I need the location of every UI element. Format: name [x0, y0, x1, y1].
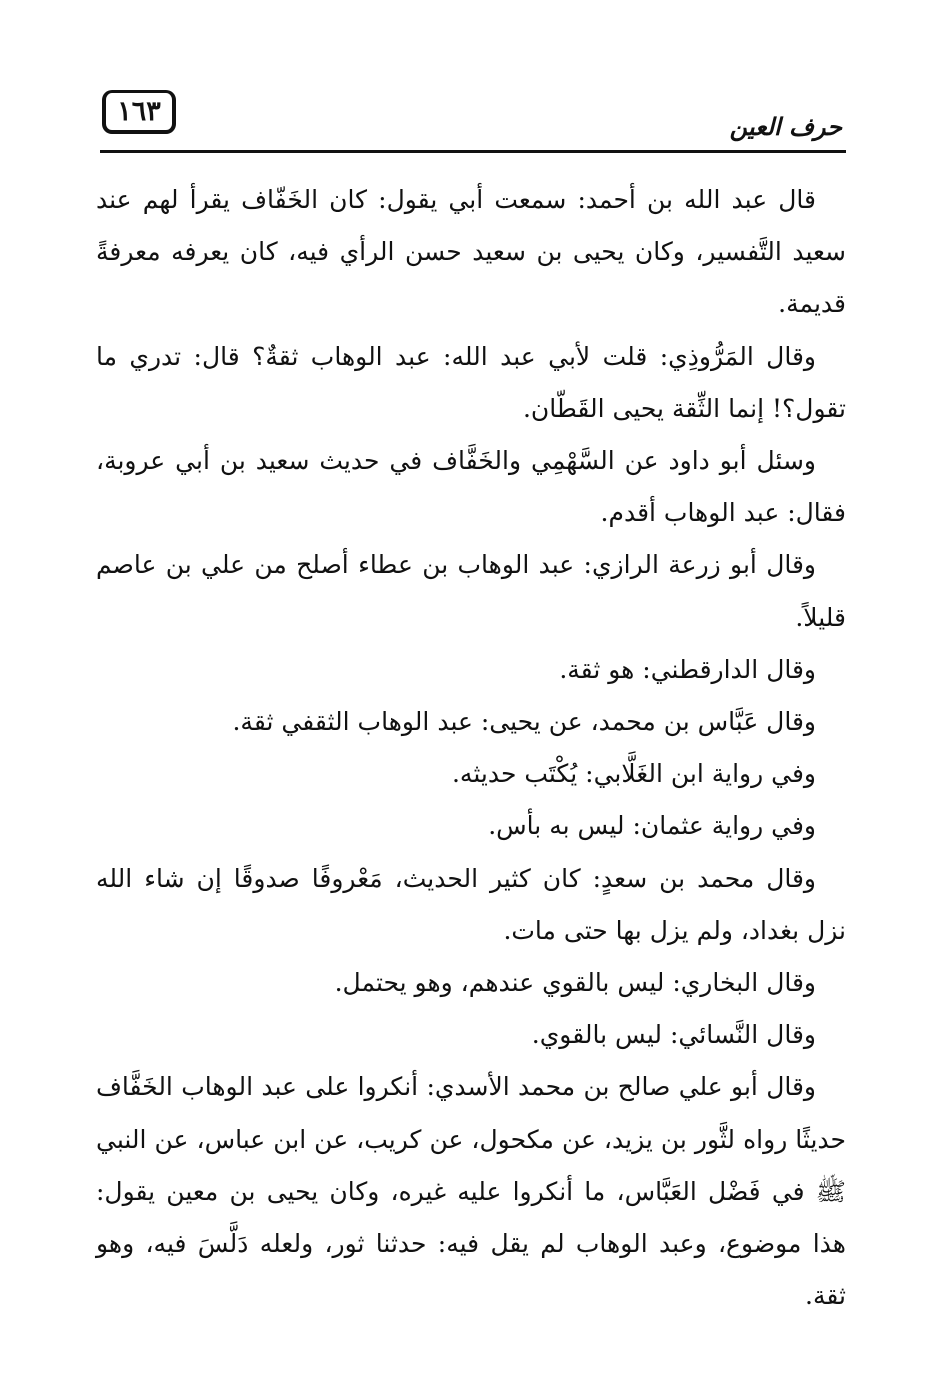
paragraph: وقال الدارقطني: هو ثقة. [559, 654, 816, 684]
body-text [96, 174, 846, 1322]
paragraph: وفي رواية عثمان: ليس به بأس. [488, 811, 816, 841]
page-number: ١٦٣ [102, 90, 176, 134]
paragraph: وقال أبو زرعة الرازي: عبد الوهاب بن عطاء أصلح من علي بن عاصم قليلاً. [96, 550, 846, 632]
paragraph: وقال النَّسائي: ليس بالقوي. [531, 1020, 816, 1050]
chapter-title: حرف العين [729, 112, 842, 141]
paragraph: قال عبد الله بن أحمد: سمعت أبي يقول: كان الخَفّاف يقرأ لهم عند سعيد التَّفسير، وكان يحيى بن سعيد حسن الرأي فيه، كان يعرفه معرفةً قديمة. [96, 185, 846, 319]
page-header [100, 88, 846, 152]
paragraph: وقال المَرُّوذِي: قلت لأبي عبد الله: عبد الوهاب ثقةٌ؟ قال: تدري ما تقول؟! إنما الثِّقة يحيى القَطّان. [96, 341, 846, 423]
paragraph: وقال عَبَّاس بن محمد، عن يحيى: عبد الوهاب الثقفي ثقة. [232, 707, 816, 737]
paragraph: وقال البخاري: ليس بالقوي عندهم، وهو يحتمل. [334, 968, 816, 998]
paragraph: وقال أبو علي صالح بن محمد الأسدي: أنكروا على عبد الوهاب الخَفَّاف حديثًا رواه لثَّور بن يزيد، عن مكحول، عن كريب، عن ابن عباس، عن النبي ﷺ في فَضْل العَبَّاس، ما أنكروا عليه غيره، وكان يحيى بن معين يقول: هذا موضوع، وعبد الوهاب لم يقل فيه: حدثنا ثور، ولعله دَلَّسَ فيه، وهو ثقة. [96, 1072, 846, 1311]
paragraph: وفي رواية ابن الغَلَّابي: يُكْتَب حديثه. [451, 759, 816, 789]
header-divider [100, 150, 846, 153]
paragraph: وسئل أبو داود عن السَّهْمِي والخَفَّاف في حديث سعيد بن أبي عروبة، فقال: عبد الوهاب أقدم. [96, 446, 846, 528]
paragraph: وقال محمد بن سعدٍ: كان كثير الحديث، مَعْروفًا صدوقًا إن شاء الله نزل بغداد، ولم يزل بها حتى مات. [96, 863, 846, 945]
